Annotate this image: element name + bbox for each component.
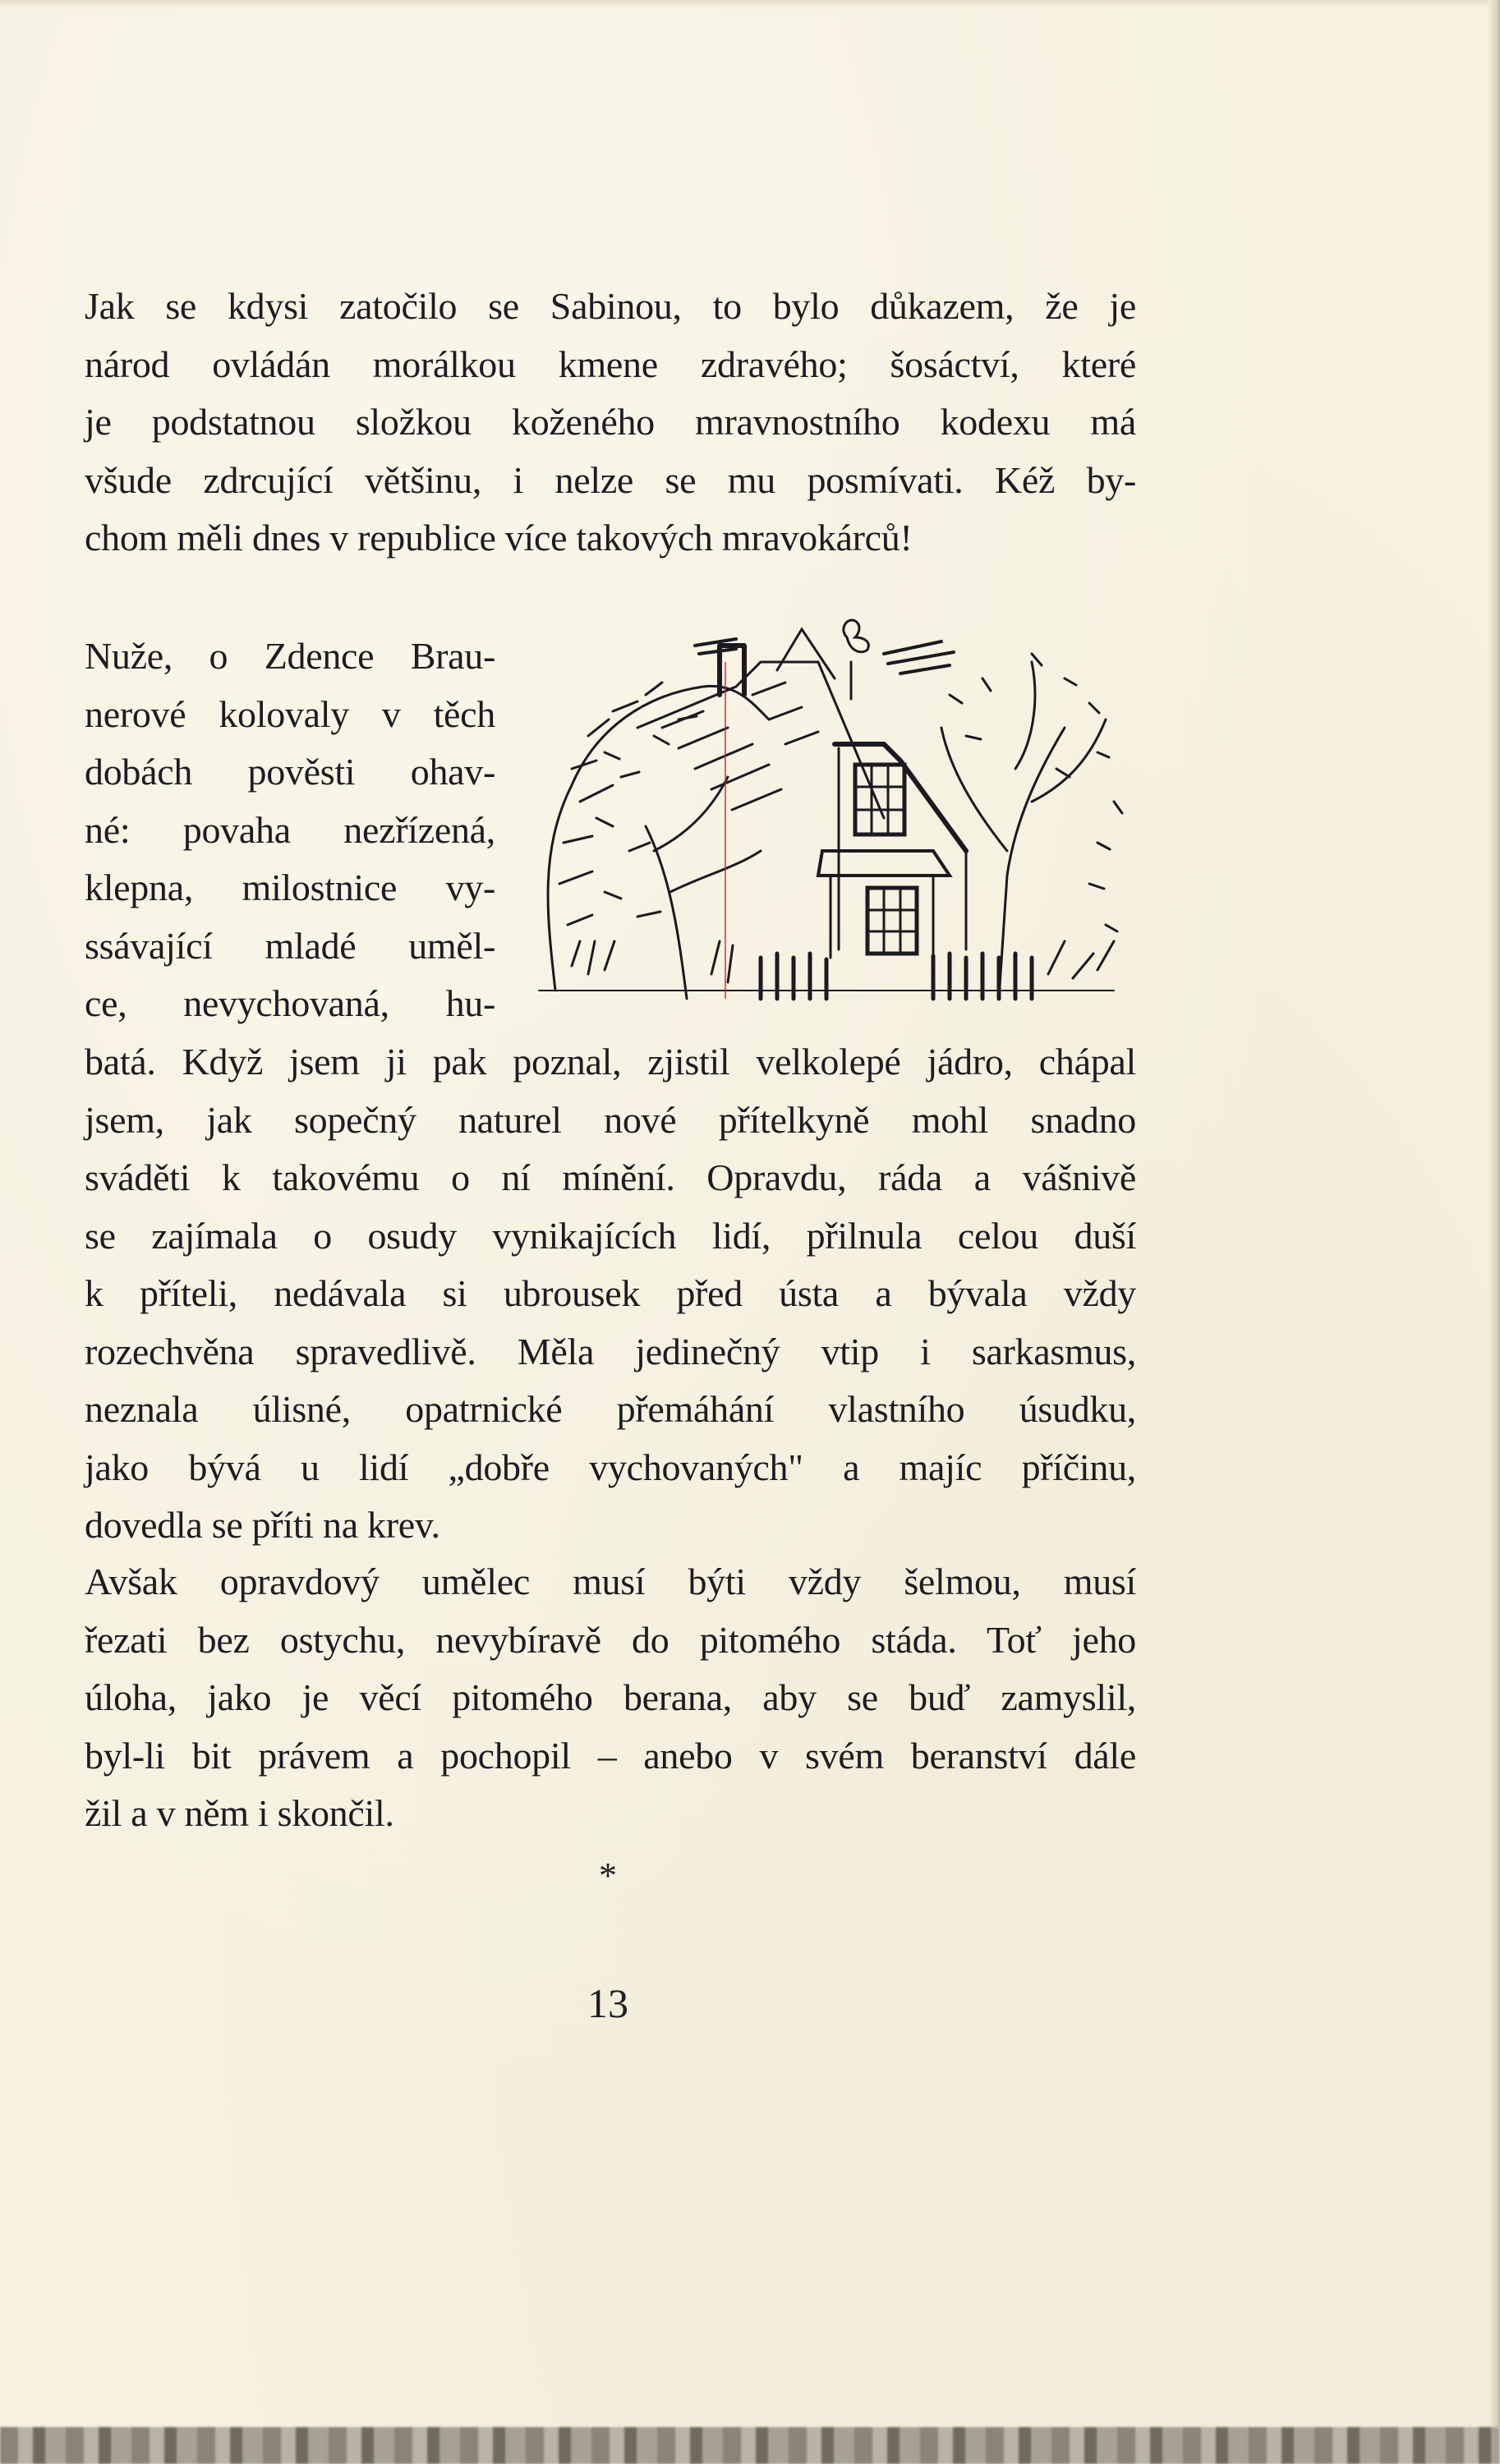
asterisk-ornament-icon: * (599, 1855, 617, 1896)
cottage-woodcut-illustration (522, 605, 1137, 1010)
right-tree-icon (941, 654, 1122, 999)
text-line: né: povaha nezřízená, (85, 808, 495, 851)
text-line: je podstatnou složkou koženého mravnostního kodexu má (85, 401, 1136, 443)
text-line: dobách pověsti ohav- (85, 751, 495, 793)
text-line: řezati bez ostychu, nevybíravě do pitomého stáda. Toť jeho (85, 1618, 1136, 1661)
text-line: ce, nevychovaná, hu- (85, 982, 495, 1024)
text-line: Nuže, o Zdence Brau- (85, 635, 495, 677)
left-tree-icon (548, 683, 769, 999)
text-line: rozechvěna spravedlivě. Měla jedinečný vtip i sarkasmus, (85, 1330, 1136, 1372)
page-number: 13 (587, 1980, 628, 2026)
text-line: všude zdrcující většinu, i nelze se mu posmívati. Kéž by- (85, 458, 1136, 501)
text-line: jako bývá u lidí „dobře vychovaných" a majíc příčinu, (85, 1446, 1136, 1488)
text-line: nerové kolovaly v těch (85, 692, 495, 735)
house-facade-icon (818, 744, 966, 958)
text-line: batá. Když jsem ji pak poznal, zjistil velkolepé jádro, chápal (85, 1041, 1136, 1083)
text-line: dovedla se příti na krev. (85, 1504, 440, 1546)
page-bottom-edge (0, 2427, 1500, 2464)
text-line: se zajímala o osudy vynikajících lidí, přilnula celou duší (85, 1214, 1136, 1257)
text-line: jsem, jak sopečný naturel nové přítelkyně mohl snadno (85, 1098, 1136, 1141)
paragraph-true-artist (85, 1553, 1136, 1843)
paragraph-sabina (85, 278, 1136, 568)
text-line: neznala úlisné, opatrnické přemáhání vlastního úsudku, (85, 1388, 1136, 1430)
text-line: sváděti k takovému o ní mínění. Opravdu, ráda a vášnivě (85, 1156, 1136, 1198)
text-line: chom měli dnes v republice více takových mravokárců! (85, 517, 913, 559)
text-line: žil a v něm i skončil. (85, 1792, 394, 1834)
text-line: ssávající mladé uměl- (85, 924, 495, 967)
text-line: Jak se kdysi zatočilo se Sabinou, to bylo důkazem, že je (85, 285, 1136, 327)
text-line: byl-li bit právem a pochopil – anebo v svém beranství dále (85, 1734, 1136, 1777)
roof-icon (637, 629, 884, 818)
page-right-edge (1488, 0, 1500, 2427)
text-line: klepna, milostnice vy- (85, 867, 495, 908)
text-line: Avšak opravdový umělec musí býti vždy šelmou, musí (85, 1561, 1136, 1602)
text-line: k příteli, nedávala si ubrousek před ústa a bývala vždy (85, 1272, 1136, 1314)
weathervane-rooster-icon (844, 620, 868, 699)
paragraph-zdenka-intro (85, 627, 495, 1033)
text-line: národ ovládán morálkou kmene zdravého; šosáctví, které (85, 342, 1136, 385)
page-top-edge (0, 0, 1500, 8)
paragraph-zdenka-character (85, 1033, 1136, 1555)
text-line: úloha, jako je věcí pitomého berana, aby se buď zamyslil, (85, 1676, 1136, 1718)
